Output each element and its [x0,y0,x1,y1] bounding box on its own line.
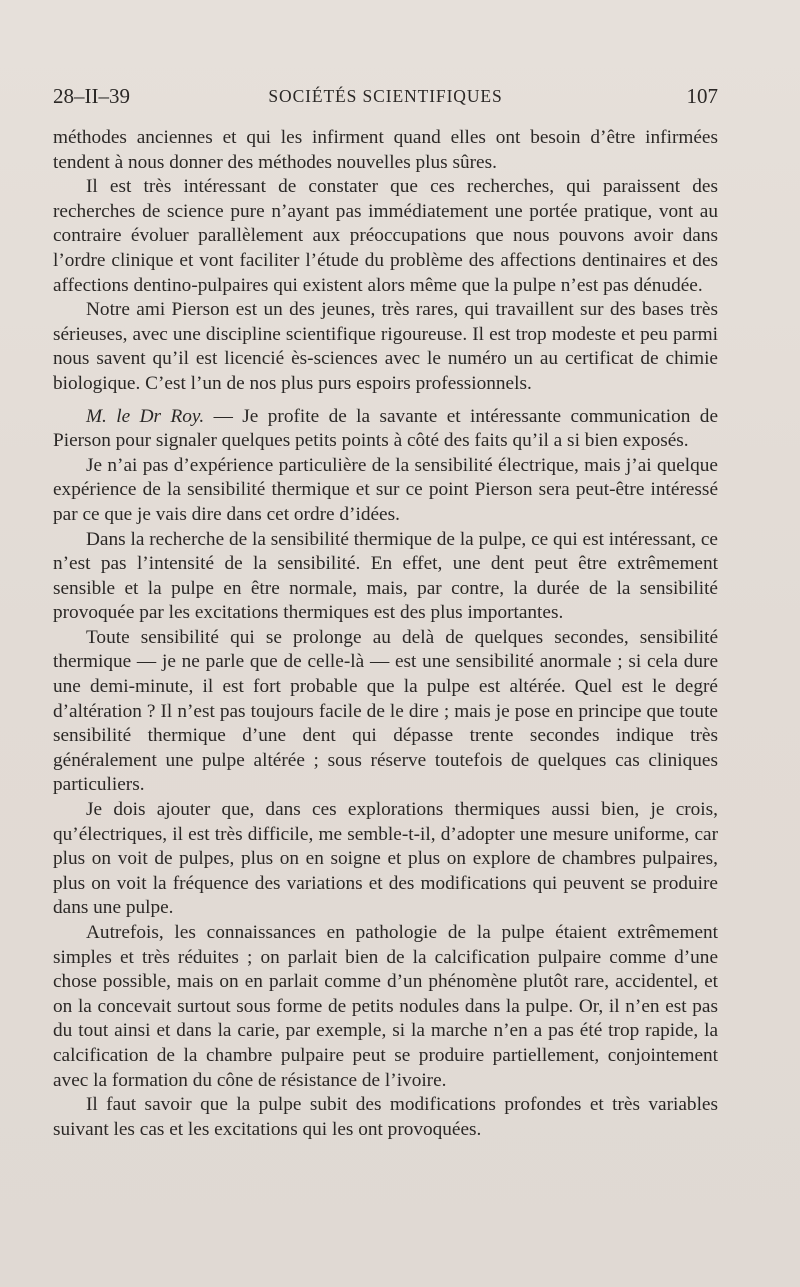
paragraph: Je n’ai pas d’expérience particulière de la sensibilité électrique, mais j’ai quelque expérience de la sensibilité thermique et sur ce point Pierson sera peut-être intéressé par ce que je vais dire dans cet ordre d’idées. [53,454,718,525]
running-header [53,78,718,114]
paragraph-text: — Je profite de la savante et intéressante communication de Pierson pour signaler quelques petits points à côté des faits qu’il a si bien exposés. [53,405,719,452]
header-title: SOCIÉTÉS SCIENTIFIQUES [268,86,503,106]
paragraph: méthodes anciennes et qui les infirment quand elles ont besoin d’être infirmées tendent à nous donner des méthodes nouvelles plus sûres. [53,127,718,173]
paragraph: Il est très intéressant de constater que ces recherches, qui paraissent des recherches de science pure n’ayant pas immédiatement une portée pratique, vont au contraire évoluer parallèlement aux préoccupations que nous pouvons avoir dans l’ordre clinique et vont faciliter l’étude du problème des affections dentinaires et des affections dentino-pulpaires qui existent alors même que la pulpe n’est pas dénudée. [53,176,718,296]
paragraph: Autrefois, les connaissances en pathologie de la pulpe étaient extrêmement simples et très réduites ; on parlait bien de la calcification pulpaire comme d’une chose possible, mais on en parlait comme d’un phénomène plutôt rare, accidentel, et on la concevait surtout sous forme de petits nodules dans la pulpe. Or, il n’en est pas du tout ainsi et dans la carie, par exemple, si la marche n’en a pas été trop rapide, la calcification de la chambre pulpaire peut se produire partiellement, conjointement avec la formation du cône de résistance de l’ivoire. [53,922,718,1091]
paragraph: Il faut savoir que la pulpe subit des modifications profondes et très variables suivant les cas et les excitations qui les ont provoquées. [53,1094,718,1140]
body-text [53,126,718,1142]
speaker-name: M. le Dr Roy. [86,405,205,427]
paragraph: Dans la recherche de la sensibilité thermique de la pulpe, ce qui est intéressant, ce n’est pas l’intensité de la sensibilité. En effet, une dent peut être extrêmement sensible et la pulpe en être normale, mais, par contre, la durée de la sensibilité provoquée par les excitations thermiques est des plus importantes. [53,528,718,624]
paragraph: Notre ami Pierson est un des jeunes, très rares, qui travaillent sur des bases très sérieuses, avec une discipline scientifique rigoureuse. Il est trop modeste et peu parmi nous savent qu’il est licencié ès-sciences avec le numéro un au certificat de chimie biologique. C’est l’un de nos plus purs espoirs professionnels. [53,299,718,394]
speaker-paragraph [53,405,718,454]
header-date: 28–II–39 [53,84,130,108]
page-number: 107 [686,84,718,108]
paragraph: Toute sensibilité qui se prolonge au delà de quelques secondes, sensibilité thermique — je ne parle que de celle-là — est une sensibilité anormale ; si cela dure une demi-minute, il est fort probable que la pulpe est altérée. Quel est le degré d’altération ? Il n’est pas toujours facile de le dire ; mais je pose en principe que toute sensibilité thermique d’une dent qui dépasse trente secondes indique très généralement une pulpe altérée ; sous réserve toutefois de quelques cas cliniques particuliers. [53,626,718,796]
paragraph: Je dois ajouter que, dans ces explorations thermiques aussi bien, je crois, qu’électriques, il est très difficile, me semble-t-il, d’adopter une mesure uniforme, car plus on voit de pulpes, plus on en soigne et plus on explore de chambres pulpaires, plus on voit la fréquence des variations et des modifications qui peuvent se produire dans une pulpe. [53,799,718,919]
